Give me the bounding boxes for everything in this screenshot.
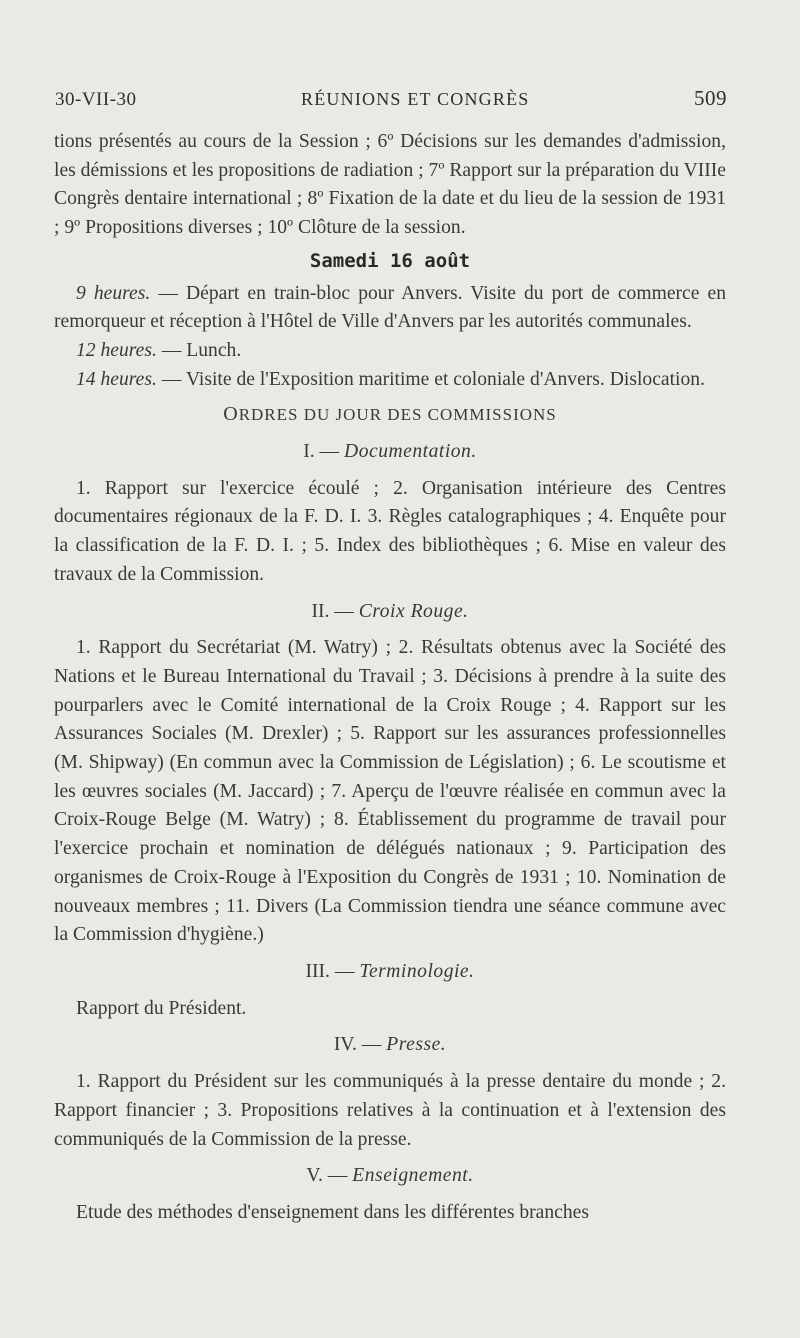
commissions-heading: ORDRES DU JOUR DES COMMISSIONS	[223, 403, 557, 426]
schedule-time: 12 heures.	[76, 339, 157, 361]
section-text-enseignement: Etude des méthodes d'enseignement dans les différentes branches	[76, 1201, 589, 1223]
section-text-terminologie: Rapport du Président.	[76, 997, 247, 1019]
intro-paragraph: tions présentés au cours de la Session ; 6º Décisions sur les demandes d'admission, les démissions et les propositions de radiation ; 7º Rapport sur la préparation du VIIIe Congrès dentaire international ; 8º Fixation de la date et du lieu de la session de 1931 ; 9º Propositions diverses ; 10º Clôture de la session.	[54, 131, 726, 239]
page-body	[54, 128, 726, 1228]
header-title: RÉUNIONS ET CONGRÈS	[301, 89, 530, 109]
section-heading-presse: IV. — Presse.	[333, 1034, 447, 1056]
section-text-croix-rouge: 1. Rapport du Secrétariat (M. Watry) ; 2. Résultats obtenus avec la Société des Nations et le Bureau International du Travail ; 3. Décisions à prendre à la suite des pourparlers avec le Comité international de la Croix Rouge ; 4. Rapport sur les Assurances Sociales (M. Drexler) ; 5. Rapport sur les assurances professionnelles (M. Shipway) (En commun avec la Commission de Législation) ; 6. Le scoutisme et les œuvres sociales (M. Jaccard) ; 7. Aperçu de l'œuvre réalisée en commun avec la Croix-Rouge Belge (M. Watry) ; 8. Établissement du programme de travail pour l'exercice prochain et nomination de délégués nationaux ; 9. Participation des organismes de Croix-Rouge à l'Exposition du Congrès de 1931 ; 10. Nomination de nouveaux membres ; 11. Divers (La Commission tiendra une séance commune avec la Commission d'hygiène.)	[54, 637, 726, 946]
schedule-item	[54, 366, 726, 395]
section-text-documentation: 1. Rapport sur l'exercice écoulé ; 2. Organisation intérieure des Centres documentaires régionaux de la F. D. I. 3. Règles catalographiques ; 4. Enquête pour la classification de la F. D. I. ; 5. Index des bibliothèques ; 6. Mise en valeur des travaux de la Commission.	[54, 477, 726, 585]
page-number: 509	[693, 86, 727, 110]
schedule-time: 9 heures.	[76, 282, 151, 304]
schedule-text: — Lunch.	[156, 339, 242, 361]
schedule-time: 14 heures.	[76, 368, 157, 390]
schedule-item	[54, 337, 726, 366]
section-heading-croix-rouge: II. — Croix Rouge.	[311, 600, 469, 622]
section-text-presse: 1. Rapport du Président sur les communiqués à la presse dentaire du monde ; 2. Rapport financier ; 3. Propositions relatives à la continuation et à l'extension des communiqués de la Commission de la presse.	[54, 1071, 726, 1150]
schedule-text: — Départ en train-bloc pour Anvers. Visite du port de commerce en remorqueur et réception à l'Hôtel de Ville d'Anvers par les autorités communales.	[54, 282, 726, 333]
section-heading-terminologie: III. — Terminologie.	[305, 960, 475, 982]
saturday-heading: Samedi 16 août	[309, 249, 471, 272]
running-header	[55, 86, 727, 111]
schedule-text: — Visite de l'Exposition maritime et coloniale d'Anvers. Dislocation.	[156, 368, 705, 390]
section-heading-documentation: I. — Documentation.	[303, 441, 477, 463]
header-date: 30-VII-30	[55, 89, 137, 110]
section-heading-enseignement: V. — Enseignement.	[306, 1165, 474, 1187]
schedule-item	[54, 280, 726, 337]
